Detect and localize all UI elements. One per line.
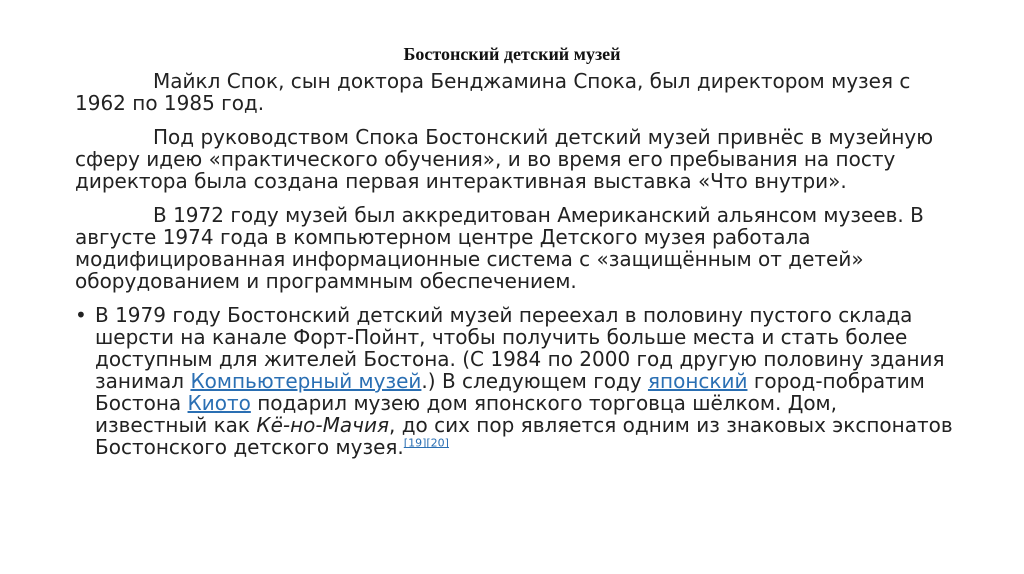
bullet-text-4: подарил музею дом японского торговца шёлком. Дом, известный как (95, 391, 838, 437)
bullet-text-1: В 1979 году Бостонский детский музей переехал в половину пустого склада шерсти на канале Форт-Пойнт, чтобы получить больше места и стать более доступным для жителей Бостона. (С 1984 по 2000 год другую половину здания занимал (95, 303, 945, 393)
bullet-text-3: город-побратим Бостона (95, 369, 925, 415)
bullet-item (75, 304, 955, 458)
paragraph-accreditation: В 1972 году музей был аккредитован Американский альянсом музеев. В августе 1974 года в компьютерном центре Детского музея работала модифицированная информационные система с «защищённым от детей» оборудованием и программным обеспечением. (75, 203, 924, 293)
reference-19-link[interactable]: [19] (403, 436, 427, 450)
paragraph-spock: Майкл Спок, сын доктора Бенджамина Спока, был директором музея с 1962 по 1985 год. (75, 69, 911, 115)
bullet-icon: • (75, 303, 87, 327)
link-computer-museum[interactable]: Компьютерный музей (190, 369, 422, 393)
link-kyoto[interactable]: Киото (187, 391, 251, 415)
slide-body (75, 70, 955, 458)
slide-title: Бостонский детский музей (403, 44, 621, 64)
bullet-em-house: Кё-но-Мачия (256, 413, 389, 437)
reference-20-link[interactable]: [20] (426, 436, 449, 450)
reference-marks (404, 436, 449, 449)
link-japanese[interactable]: японский (647, 369, 748, 393)
bullet-text-5: , до сих пор является одним из знаковых экспонатов Бостонского детского музея. (95, 413, 953, 459)
bullet-text-2: .) В следующем году (421, 369, 648, 393)
paragraph-hands-on: Под руководством Спока Бостонский детский музей привнёс в музейную сферу идею «практического обучения», и во время его пребывания на посту директора была создана первая интерактивная выставка «Что внутри». (75, 125, 934, 193)
